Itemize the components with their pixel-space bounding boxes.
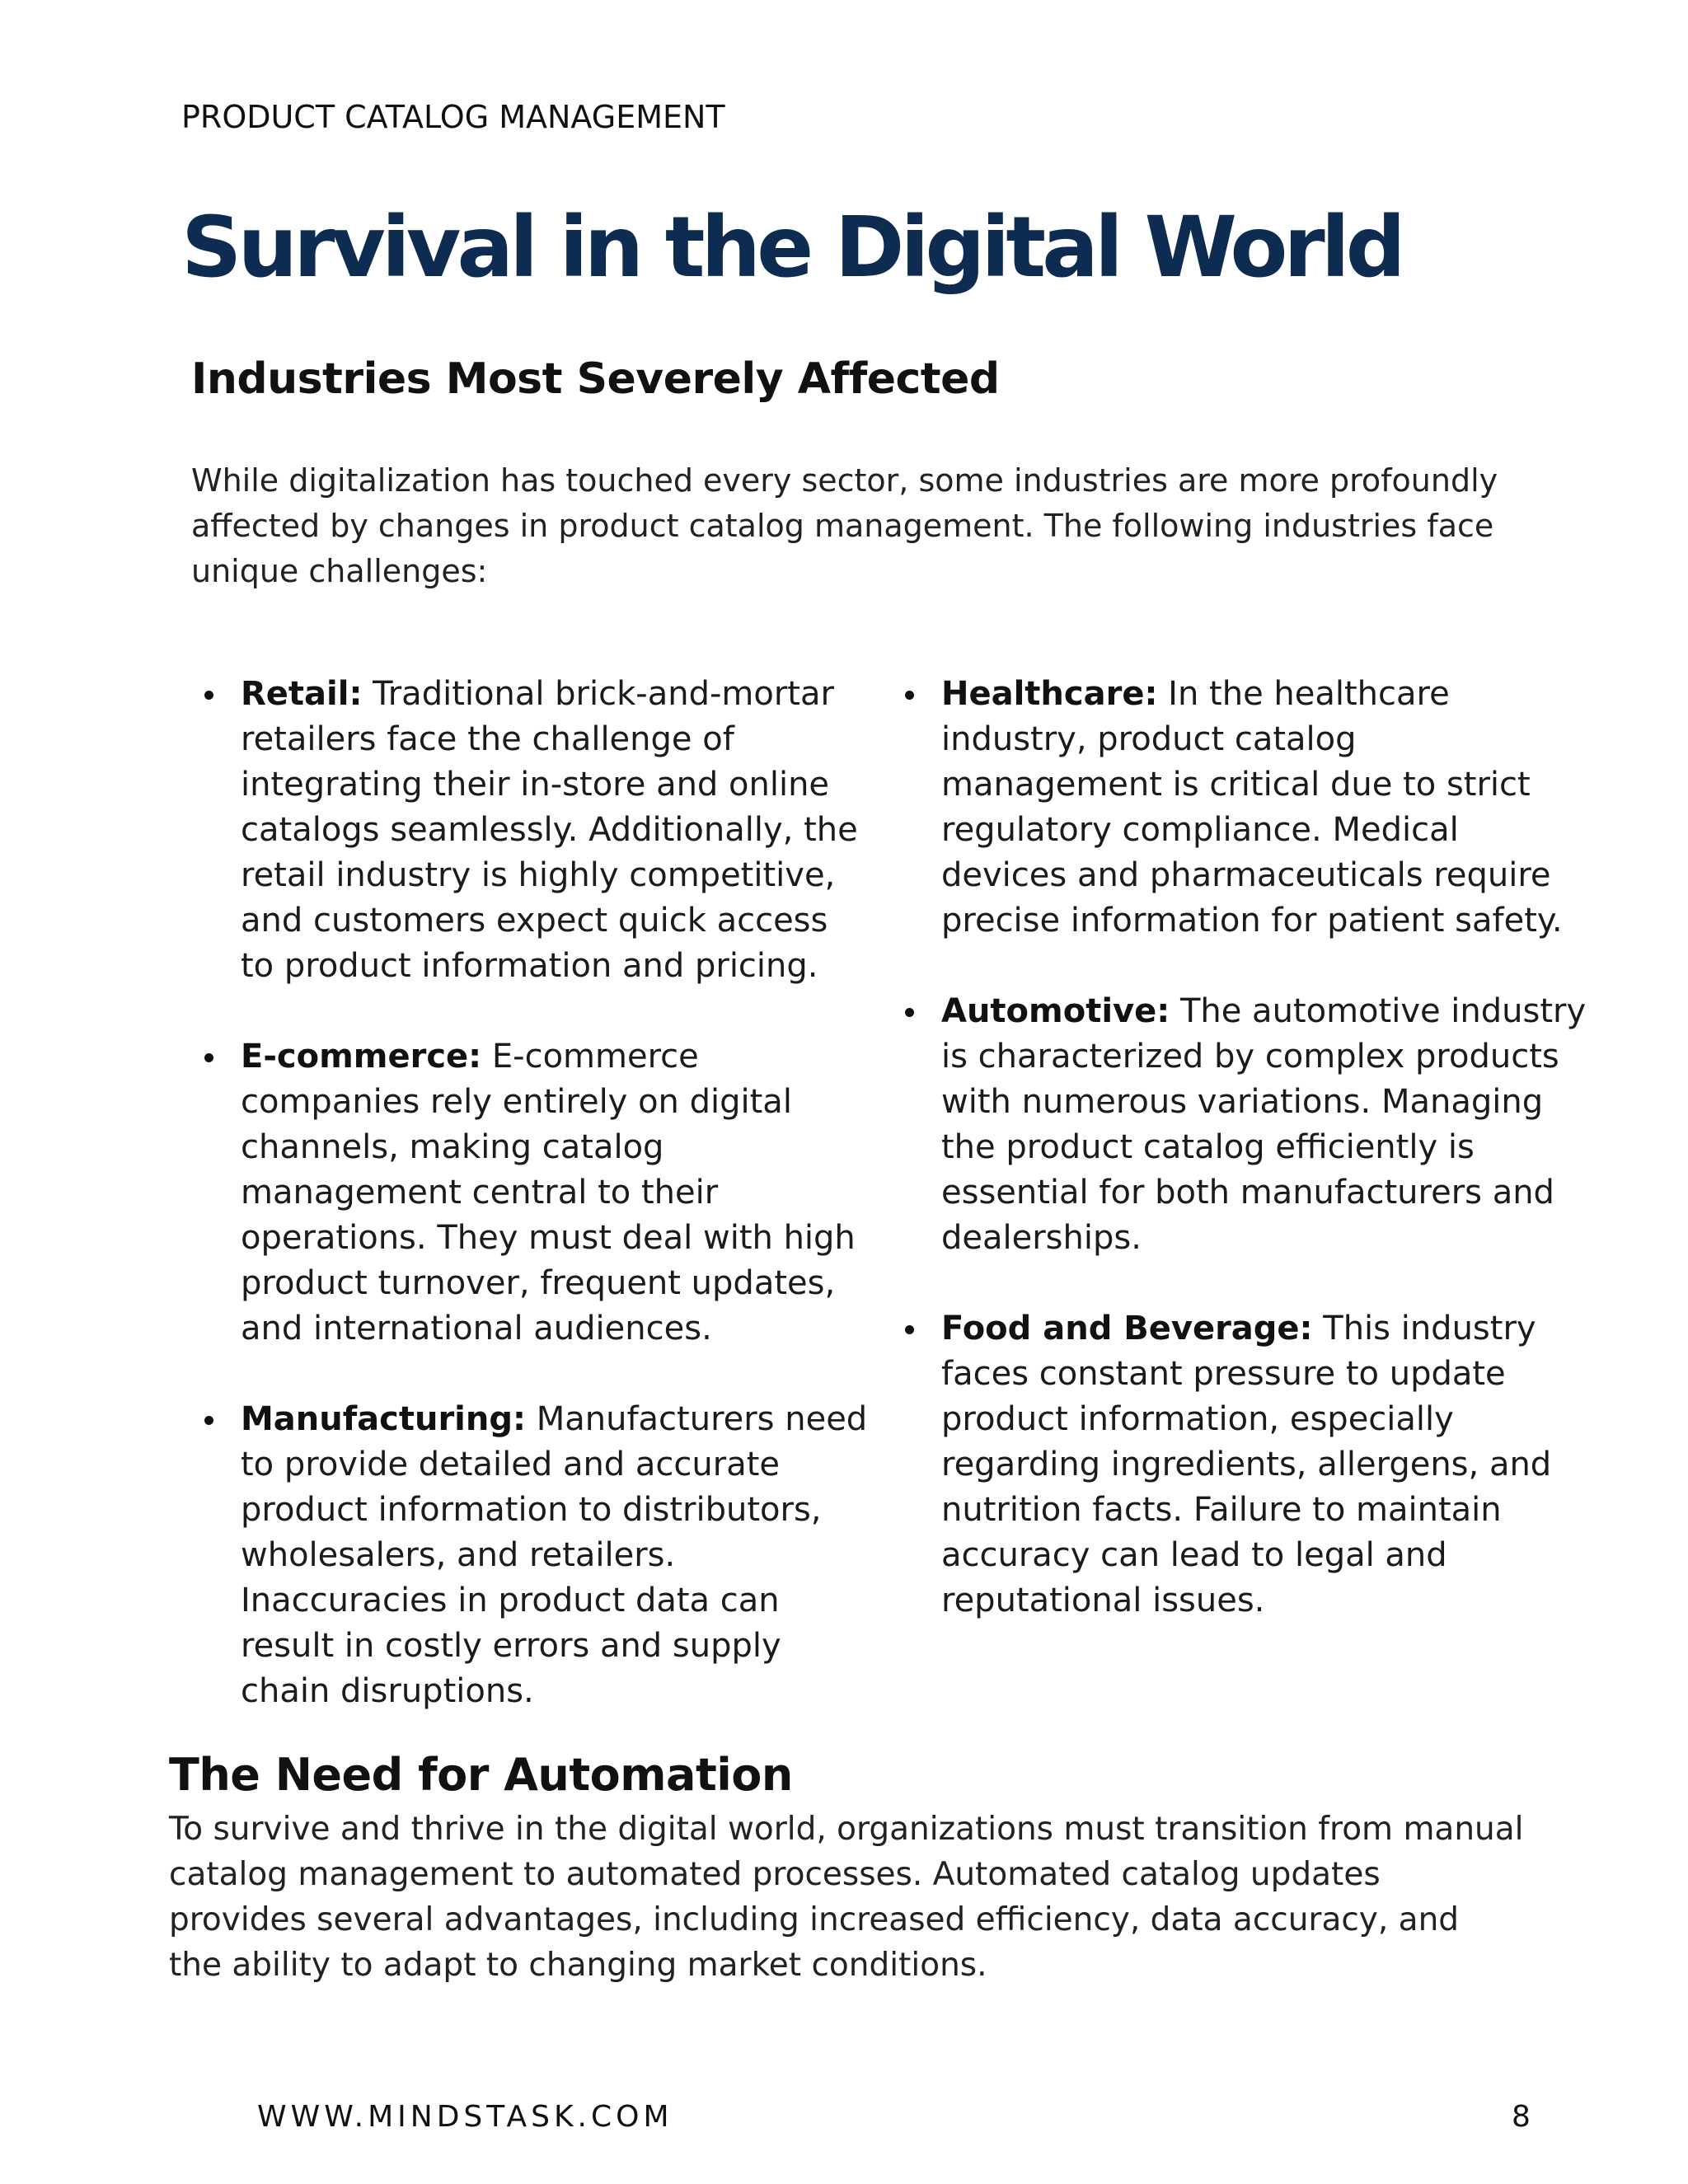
section-heading: Industries Most Severely Affected bbox=[191, 354, 1000, 404]
intro-line: unique challenges: bbox=[191, 553, 488, 589]
industry-text: faces constant pressure to update bbox=[941, 1355, 1506, 1393]
page-number: 8 bbox=[1512, 2100, 1531, 2134]
industry-text: The automotive industry bbox=[1170, 992, 1587, 1030]
industry-text: chain disruptions. bbox=[241, 1672, 534, 1710]
industry-text: and international audiences. bbox=[241, 1310, 712, 1347]
intro-line: While digitalization has touched every sector, some industries are more profoundly bbox=[191, 462, 1498, 499]
bullet-icon bbox=[905, 1325, 914, 1334]
bullet-icon bbox=[204, 1416, 213, 1425]
header-label: PRODUCT CATALOG MANAGEMENT bbox=[181, 99, 725, 135]
bullet-icon bbox=[204, 691, 213, 700]
automation-line: the ability to adapt to changing market conditions. bbox=[169, 1947, 987, 1984]
industry-text: Manufacturers need bbox=[526, 1400, 868, 1438]
bullet-icon bbox=[905, 1008, 914, 1017]
industry-text: accuracy can lead to legal and bbox=[941, 1536, 1447, 1574]
industry-text: to provide detailed and accurate bbox=[241, 1446, 781, 1483]
industry-text: reputational issues. bbox=[941, 1582, 1265, 1619]
industry-text: wholesalers, and retailers. bbox=[241, 1536, 676, 1574]
industry-text: management is critical due to strict bbox=[941, 766, 1531, 804]
industry-text: integrating their in-store and online bbox=[241, 766, 830, 804]
industry-text: Inaccuracies in product data can bbox=[241, 1582, 780, 1619]
automation-line: provides several advantages, including increased efficiency, data accuracy, and bbox=[169, 1901, 1460, 1938]
intro-paragraph bbox=[191, 458, 1543, 594]
industry-term: Manufacturing: bbox=[241, 1400, 526, 1438]
industry-item-automotive bbox=[898, 989, 1587, 1261]
industry-text: precise information for patient safety. bbox=[941, 902, 1563, 940]
industry-text: product information to distributors, bbox=[241, 1491, 822, 1529]
industry-text: channels, making catalog bbox=[241, 1128, 664, 1166]
industry-text: regulatory compliance. Medical bbox=[941, 811, 1459, 849]
industry-item-ecommerce bbox=[198, 1034, 856, 1352]
industry-text: regarding ingredients, allergens, and bbox=[941, 1446, 1552, 1483]
industry-text: result in costly errors and supply bbox=[241, 1627, 781, 1665]
industry-term: Retail: bbox=[241, 675, 363, 713]
automation-heading: The Need for Automation bbox=[169, 1749, 793, 1801]
industry-text: operations. They must deal with high bbox=[241, 1219, 856, 1257]
industry-item-retail bbox=[198, 672, 858, 989]
industry-text: product information, especially bbox=[941, 1400, 1454, 1438]
industry-text: is characterized by complex products bbox=[941, 1038, 1559, 1076]
industry-text: management central to their bbox=[241, 1174, 719, 1212]
industry-text: to product information and pricing. bbox=[241, 947, 818, 985]
automation-line: catalog management to automated processes. Automated catalog updates bbox=[169, 1856, 1381, 1893]
industry-text: Traditional brick-and-mortar bbox=[362, 675, 834, 713]
intro-line: affected by changes in product catalog management. The following industries face bbox=[191, 508, 1494, 544]
industry-text: catalogs seamlessly. Additionally, the bbox=[241, 811, 858, 849]
industry-term: E-commerce: bbox=[241, 1038, 482, 1076]
industry-text: essential for both manufacturers and bbox=[941, 1174, 1554, 1212]
industry-item-food-and-beverage bbox=[898, 1306, 1552, 1624]
industry-term: Healthcare: bbox=[941, 675, 1158, 713]
industry-text: companies rely entirely on digital bbox=[241, 1083, 792, 1121]
industry-text: the product catalog efficiently is bbox=[941, 1128, 1475, 1166]
automation-line: To survive and thrive in the digital world, organizations must transition from manual bbox=[169, 1811, 1524, 1848]
industry-item-healthcare bbox=[898, 672, 1563, 944]
footer-url[interactable]: WWW.MINDSTASK.COM bbox=[257, 2100, 673, 2134]
industry-text: retail industry is highly competitive, bbox=[241, 856, 836, 894]
industry-text: and customers expect quick access bbox=[241, 902, 828, 940]
industry-item-manufacturing bbox=[198, 1397, 868, 1714]
industries-left-column bbox=[198, 672, 868, 1760]
industry-text: This industry bbox=[1312, 1310, 1536, 1347]
industry-text: industry, product catalog bbox=[941, 720, 1357, 758]
industry-text: devices and pharmaceuticals require bbox=[941, 856, 1551, 894]
industries-right-column bbox=[898, 672, 1587, 1669]
industry-text: In the healthcare bbox=[1157, 675, 1450, 713]
industry-text: nutrition facts. Failure to maintain bbox=[941, 1491, 1502, 1529]
industry-text: retailers face the challenge of bbox=[241, 720, 734, 758]
bullet-icon bbox=[204, 1053, 213, 1062]
industry-term: Food and Beverage: bbox=[941, 1310, 1313, 1347]
industry-text: with numerous variations. Managing bbox=[941, 1083, 1544, 1121]
automation-paragraph bbox=[169, 1807, 1570, 1988]
industry-text: E-commerce bbox=[481, 1038, 699, 1076]
page-title: Survival in the Digital World bbox=[181, 199, 1402, 297]
industry-text: product turnover, frequent updates, bbox=[241, 1264, 836, 1302]
bullet-icon bbox=[905, 691, 914, 700]
industry-term: Automotive: bbox=[941, 992, 1170, 1030]
industry-text: dealerships. bbox=[941, 1219, 1142, 1257]
